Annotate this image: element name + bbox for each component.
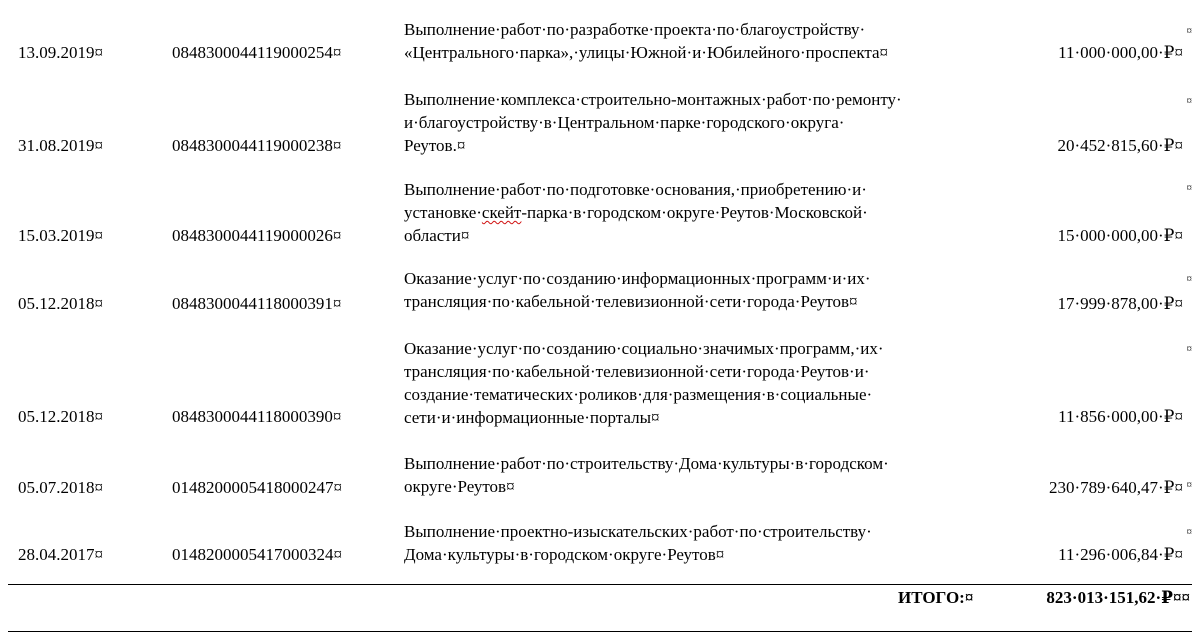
row-date: 15.03.2019¤ xyxy=(18,226,103,245)
row-description: Выполнение·работ·по·подготовке·основания,·приобретению·и· установке·скейт-парка·в·городском·округе·Реутов·Московской· области¤ xyxy=(404,180,868,245)
row-description: Выполнение·комплекса·строительно-монтажных·работ·по·ремонту· и·благоустройству·в·Центральном·парке·городского·округа· Реутов.¤ xyxy=(404,90,902,155)
row-contract-number: 0148200005417000324¤ xyxy=(172,545,342,564)
row-contract-number: 0848300044119000254¤ xyxy=(172,43,342,62)
cell-end-mark: ¤ xyxy=(1186,273,1192,285)
total-label: ИТОГО:¤ xyxy=(898,588,974,607)
cell-end-mark: ¤ xyxy=(1186,343,1192,355)
row-date: 05.12.2018¤ xyxy=(18,294,103,313)
table-border-top-of-total xyxy=(8,584,1192,585)
row-description: Выполнение·проектно-изыскательских·работ·по·строительству· Дома·культуры·в·городском·округе·Реутов¤ xyxy=(404,522,872,564)
row-date: 05.12.2018¤ xyxy=(18,407,103,426)
cell-end-mark: ¤ xyxy=(1186,25,1192,37)
row-amount: 11·000·000,00·₽¤ xyxy=(1058,43,1183,62)
row-contract-number: 0148200005418000247¤ xyxy=(172,478,342,497)
row-amount: 17·999·878,00·₽¤ xyxy=(1057,294,1183,313)
row-contract-number: 0848300044118000391¤ xyxy=(172,294,342,313)
row-date: 31.08.2019¤ xyxy=(18,136,103,155)
row-contract-number: 0848300044119000238¤ xyxy=(172,136,342,155)
cell-end-mark: ¤ xyxy=(1186,526,1192,538)
row-contract-number: 0848300044119000026¤ xyxy=(172,226,342,245)
row-description: Оказание·услуг·по·созданию·социально·значимых·программ,·их· трансляция·по·кабельной·телевизионной·сети·города·Реутов·и· создание·тематических·роликов·для·размещения·в·социальные· сети·и·информационные·порталы¤ xyxy=(404,339,884,427)
row-amount: 11·856·000,00·₽¤ xyxy=(1058,407,1183,426)
row-description: Оказание·услуг·по·созданию·информационных·программ·и·их· трансляция·по·кабельной·телевизионной·сети·города·Реутов¤ xyxy=(404,269,871,311)
row-amount: 20·452·815,60·₽¤ xyxy=(1057,136,1183,155)
row-amount: 11·296·006,84·₽¤ xyxy=(1058,545,1183,564)
row-date: 13.09.2019¤ xyxy=(18,43,103,62)
cell-end-mark: ¤ xyxy=(1186,95,1192,107)
row-contract-number: 0848300044118000390¤ xyxy=(172,407,342,426)
table-border-bottom xyxy=(8,631,1192,632)
row-description: Выполнение·работ·по·строительству·Дома·культуры·в·городском· округе·Реутов¤ xyxy=(404,454,889,496)
row-description: Выполнение·работ·по·разработке·проекта·по·благоустройству· «Центрального·парка»,·улицы·Южной·и·Юбилейного·проспекта¤ xyxy=(404,20,889,62)
row-date: 05.07.2018¤ xyxy=(18,478,103,497)
total-value: 823·013·151,62·₽¤¤ xyxy=(1046,588,1190,607)
row-date: 28.04.2017¤ xyxy=(18,545,103,564)
cell-end-mark: ¤ xyxy=(1186,479,1192,491)
spellcheck-flagged-word[interactable]: скейт xyxy=(481,203,522,222)
row-amount: 230·789·640,47·₽¤ xyxy=(1048,478,1183,497)
cell-end-mark: ¤ xyxy=(1186,182,1192,194)
row-amount: 15·000·000,00·₽¤ xyxy=(1057,226,1183,245)
